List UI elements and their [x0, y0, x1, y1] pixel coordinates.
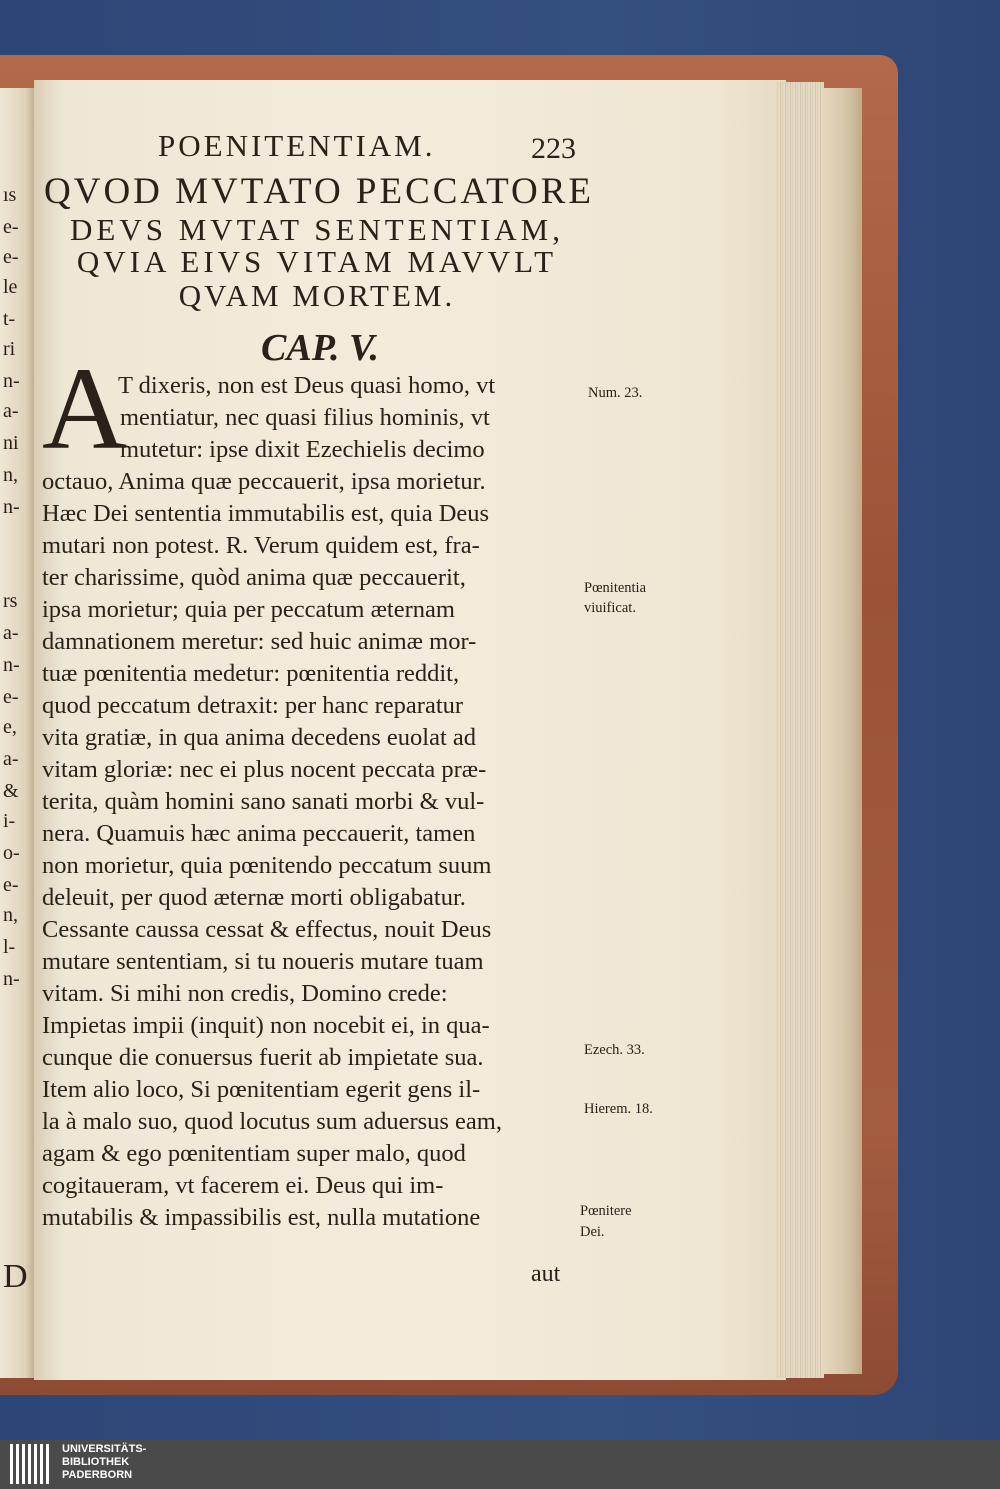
- facing-page-fragment: e-: [3, 216, 19, 238]
- margin-note-poenitere: Pœnitere: [580, 1203, 632, 1219]
- body-line: nera. Quamuis hæc anima peccauerit, tamen: [42, 820, 476, 847]
- body-line: T dixeris, non est Deus quasi homo, vt: [118, 372, 496, 399]
- chapter-title-line: QVAM MORTEM.: [178, 278, 456, 313]
- body-line: mentiatur, nec quasi filius hominis, vt: [120, 404, 490, 431]
- library-name-line: PADERBORN: [62, 1469, 133, 1481]
- library-name-line: BIBLIOTHEK: [62, 1456, 130, 1468]
- library-logo-icon: [10, 1444, 54, 1484]
- facing-page-fragment: t-: [3, 308, 16, 330]
- body-line: mutabilis & impassibilis est, nulla mutatione: [42, 1204, 481, 1231]
- body-line: Item alio loco, Si pœnitentiam egerit gens il-: [42, 1076, 481, 1103]
- facing-page-fragment: n-: [3, 496, 20, 518]
- body-line: la à malo suo, quod locutus sum aduersus eam,: [42, 1108, 502, 1135]
- body-line: Hæc Dei sententia immutabilis est, quia Deus: [42, 500, 490, 527]
- facing-page-fragment: &: [3, 780, 19, 802]
- margin-note-hierem: Hierem. 18.: [584, 1101, 653, 1117]
- facing-page-fragment: e,: [3, 716, 17, 738]
- facing-page-fragment: n,: [3, 904, 18, 926]
- margin-note-num: Num. 23.: [588, 385, 643, 401]
- chapter-title-line: QVIA EIVS VITAM MAVVLT: [76, 244, 558, 279]
- body-line: terita, quàm homini sano sanati morbi & vul-: [42, 788, 485, 815]
- chapter-title-line: DEVS MVTAT SENTENTIAM,: [70, 212, 564, 247]
- page-edges: [776, 82, 824, 1378]
- body-line: vitam. Si mihi non credis, Domino crede:: [42, 980, 448, 1007]
- chapter-title-line: QVOD MVTATO PECCATORE: [44, 171, 594, 212]
- body-line: agam & ego pœnitentiam super malo, quod: [42, 1140, 466, 1167]
- body-line: non morietur, quia pœnitendo peccatum suum: [42, 852, 492, 879]
- margin-note-dei: Dei.: [580, 1224, 605, 1240]
- body-line: octauo, Anima quæ peccauerit, ipsa morietur.: [42, 468, 486, 495]
- facing-page-fragment: ri: [3, 338, 16, 360]
- facing-page-fragment: i-: [3, 810, 16, 832]
- facing-page-fragment: a-: [3, 622, 19, 644]
- body-line: ipsa morietur; quia per peccatum æternam: [42, 596, 455, 623]
- chapter-number: CAP. V.: [261, 327, 379, 369]
- catchword: aut: [531, 1261, 561, 1287]
- page-edges-back: [822, 88, 862, 1374]
- running-head: POENITENTIAM.: [158, 128, 436, 163]
- body-line: deleuit, per quod æternæ morti obligabatur.: [42, 884, 466, 911]
- library-name-line: UNIVERSITÄTS-: [62, 1443, 147, 1455]
- facing-page-fragment: e-: [3, 874, 19, 896]
- body-line: damnationem meretur: sed huic animæ mor-: [42, 628, 477, 655]
- body-line: mutari non potest. R. Verum quidem est, fra-: [42, 532, 480, 559]
- facing-page-fragment: n,: [3, 464, 18, 486]
- margin-note-poenitentia: Pœnitentia: [584, 580, 647, 596]
- facing-page-fragment: l-: [3, 936, 16, 958]
- body-line: vita gratiæ, in qua anima decedens euolat ad: [42, 724, 477, 751]
- body-line: quod peccatum detraxit: per hanc reparatur: [42, 692, 464, 719]
- drop-cap: A: [42, 343, 128, 474]
- facing-page-fragment: n-: [3, 370, 20, 392]
- body-line: mutare sententiam, si tu noueris mutare tuam: [42, 948, 484, 975]
- body-line: tuæ pœnitentia medetur: pœnitentia reddit,: [42, 660, 460, 687]
- facing-page-fragment: D: [3, 1258, 28, 1295]
- facing-page-fragment: rs: [3, 590, 18, 612]
- margin-note-ezech: Ezech. 33.: [584, 1042, 645, 1058]
- body-line: Impietas impii (inquit) non nocebit ei, in qua-: [42, 1012, 490, 1039]
- body-line: cunque die conuersus fuerit ab impietate sua.: [42, 1044, 484, 1071]
- facing-page-fragment: n-: [3, 654, 20, 676]
- facing-page-fragment: o-: [3, 842, 20, 864]
- facing-page-fragment: ni: [3, 432, 19, 454]
- body-line: mutetur: ipse dixit Ezechielis decimo: [120, 436, 485, 463]
- body-line: vitam gloriæ: nec ei plus nocent peccata præ-: [42, 756, 487, 783]
- facing-page-fragment: a-: [3, 748, 19, 770]
- margin-note-viuificat: viuificat.: [584, 600, 636, 616]
- body-line: cogitaueram, vt facerem ei. Deus qui im-: [42, 1172, 444, 1199]
- facing-page-fragment: a-: [3, 400, 19, 422]
- page-number: 223: [531, 132, 576, 165]
- facing-page-fragment: le: [3, 276, 18, 298]
- facing-page: [0, 88, 36, 1378]
- library-footer: [0, 1440, 1000, 1489]
- facing-page-fragment: ıs: [3, 184, 17, 206]
- facing-page-fragment: e-: [3, 686, 19, 708]
- facing-page-fragment: n-: [3, 968, 20, 990]
- body-line: ter charissime, quòd anima quæ peccauerit,: [42, 564, 466, 591]
- body-line: Cessante caussa cessat & effectus, nouit Deus: [42, 916, 492, 943]
- facing-page-fragment: e-: [3, 246, 19, 268]
